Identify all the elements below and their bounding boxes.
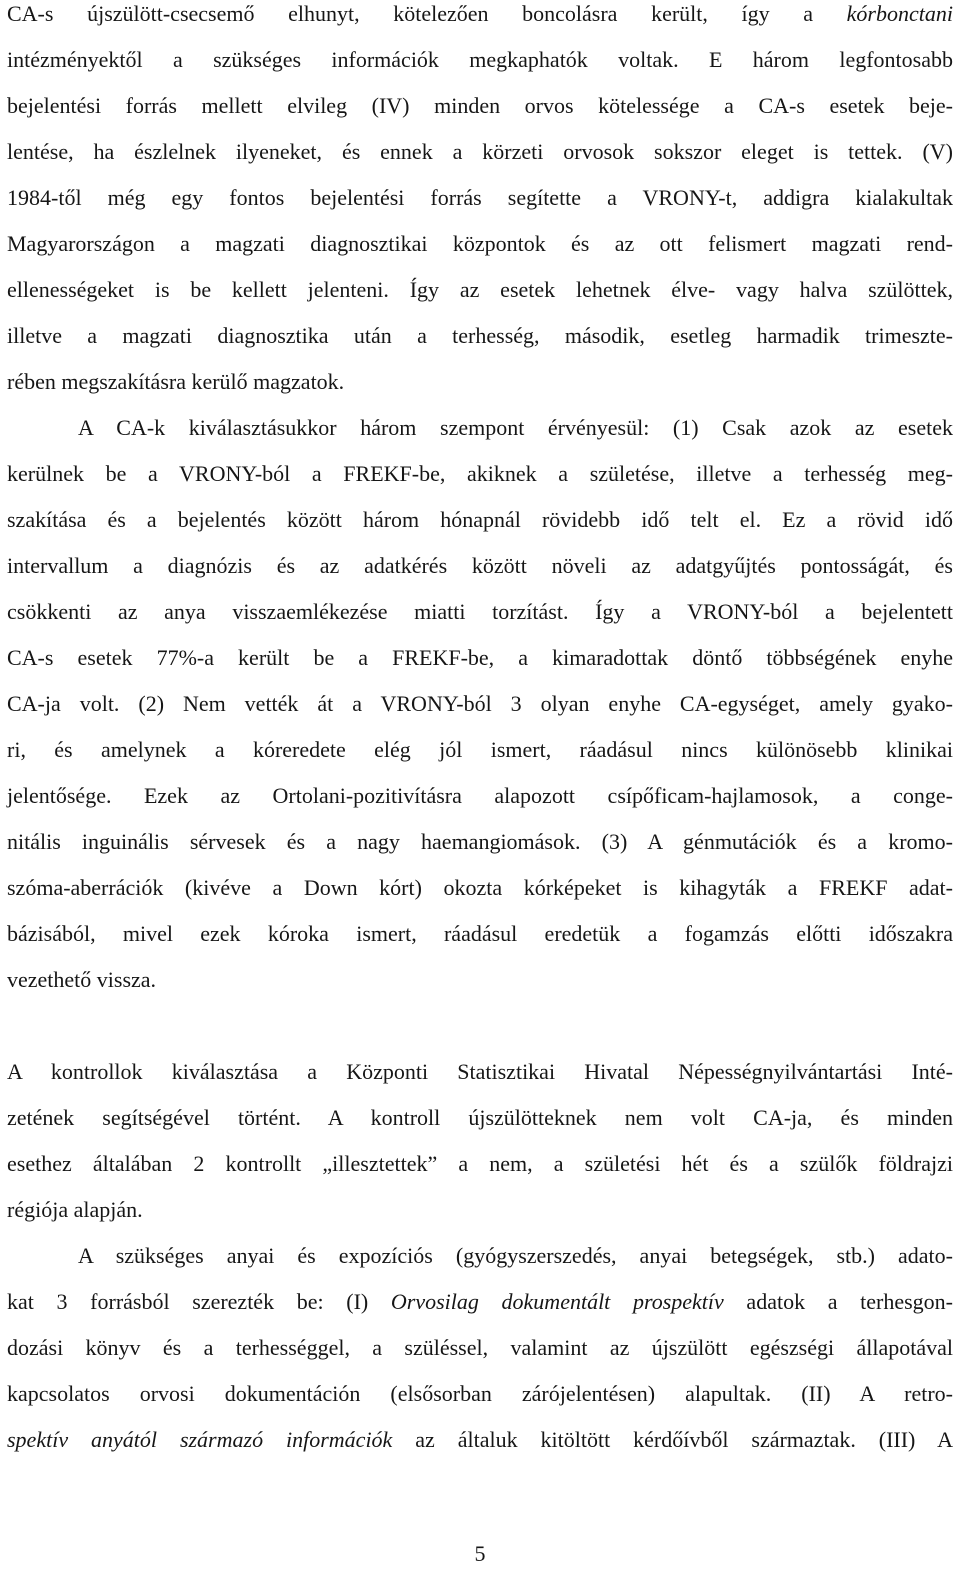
text-span: ri, és amelynek a kóreredete elég jól ismert, ráadásul nincs különösebb klinikai (7, 737, 953, 762)
text-span: kerülnek be a VRONY-ból a FREKF-be, akiknek a születése, illetve a terhesség meg- (7, 461, 953, 486)
text-line (7, 0, 953, 28)
text-line (7, 1104, 953, 1132)
text-line (7, 782, 953, 810)
text-line (7, 1426, 953, 1454)
text-line (7, 460, 953, 488)
text-line (7, 1334, 953, 1362)
italic-text: spektív anyától származó információk (7, 1427, 393, 1452)
italic-text: Orvosilag dokumentált prospektív (390, 1289, 724, 1314)
text-span: az általuk kitöltött kérdőívből származtak. (III) A (392, 1427, 953, 1452)
text-span: A CA-k kiválasztásukkor három szempont érvényesül: (1) Csak azok az esetek (78, 415, 953, 440)
text-line (7, 230, 953, 258)
text-span: intézményektől a szükséges információk megkaphatók voltak. E három legfontosabb (7, 47, 953, 72)
text-line (7, 1196, 953, 1224)
text-span: szóma-aberrációk (kivéve a Down kórt) okozta kórképeket is kihagyták a FREKF adat- (7, 875, 953, 900)
text-line (7, 736, 953, 764)
text-span: bázisából, mivel ezek kóroka ismert, ráadásul eredetük a fogamzás előtti időszakra (7, 921, 953, 946)
text-span: CA-ja volt. (2) Nem vették át a VRONY-ból 3 olyan enyhe CA-egységet, amely gyako- (7, 691, 953, 716)
text-line (7, 920, 953, 948)
text-span: dozási könyv és a terhességgel, a szüléssel, valamint az újszülött egészségi állapotával (7, 1335, 953, 1360)
text-line (7, 644, 953, 672)
text-line (7, 966, 953, 994)
text-line (7, 690, 953, 718)
text-span: A kontrollok kiválasztása a Központi Statisztikai Hivatal Népességnyilvántartási Inté- (7, 1059, 953, 1084)
text-line (78, 1242, 953, 1270)
text-span: kat 3 forrásból szerezték be: (I) (7, 1289, 391, 1314)
text-span: vezethető vissza. (7, 967, 157, 992)
text-line (7, 874, 953, 902)
text-line (7, 1150, 953, 1178)
text-span: csökkenti az anya visszaemlékezése miatti torzítást. Így a VRONY-ból a bejelentett (7, 599, 953, 624)
italic-text: kórbonctani (846, 1, 953, 26)
text-line (7, 1288, 953, 1316)
text-line (7, 46, 953, 74)
text-span: rében megszakításra kerülő magzatok. (7, 369, 345, 394)
text-line (7, 1380, 953, 1408)
text-line (7, 184, 953, 212)
text-span: illetve a magzati diagnosztika után a terhesség, második, esetleg harmadik trimeszte- (7, 323, 953, 348)
text-line (7, 828, 953, 856)
text-span: régiója alapján. (7, 1197, 143, 1222)
text-span: 1984-től még egy fontos bejelentési forrás segítette a VRONY-t, addigra kialakultak (7, 185, 953, 210)
text-span: ellenességeket is be kellett jelenteni. Így az esetek lehetnek élve- vagy halva szülöttek, (7, 277, 953, 302)
text-span: szakítása és a bejelentés között három hónapnál rövidebb idő telt el. Ez a rövid idő (7, 507, 953, 532)
text-span: bejelentési forrás mellett elvileg (IV) minden orvos kötelessége a CA-s esetek beje- (7, 93, 953, 118)
text-line (7, 506, 953, 534)
text-span: CA-s esetek 77%-a került be a FREKF-be, a kimaradottak döntő többségének enyhe (7, 645, 953, 670)
text-line (78, 414, 953, 442)
text-line (7, 552, 953, 580)
text-line (7, 92, 953, 120)
text-span: zetének segítségével történt. A kontroll újszülötteknek nem volt CA-ja, és minden (7, 1105, 953, 1130)
text-span: Magyarországon a magzati diagnosztikai központok és az ott felismert magzati rend- (7, 231, 953, 256)
text-line (7, 322, 953, 350)
text-span: A szükséges anyai és expozíciós (gyógyszerszedés, anyai betegségek, stb.) adato- (78, 1243, 953, 1268)
text-line (7, 1058, 953, 1086)
text-span: CA-s újszülött-csecsemő elhunyt, kötelezően boncolásra került, így a (7, 1, 847, 26)
text-span: esethez általában 2 kontrollt „illesztettek” a nem, a születési hét és a szülők földrajzi (7, 1151, 953, 1176)
text-span: nitális inguinális sérvesek és a nagy haemangiomások. (3) A génmutációk és a kromo- (7, 829, 953, 854)
text-span: kapcsolatos orvosi dokumentáción (elsősorban zárójelentésen) alapultak. (II) A retro- (7, 1381, 953, 1406)
text-line (7, 138, 953, 166)
text-span: intervallum a diagnózis és az adatkérés között növeli az adatgyűjtés pontosságát, és (7, 553, 953, 578)
text-line (7, 598, 953, 626)
text-line (7, 368, 953, 396)
text-span: adatok a terhesgon- (723, 1289, 953, 1314)
text-line (7, 276, 953, 304)
page-number: 5 (474, 1541, 486, 1566)
text-span: jelentősége. Ezek az Ortolani-pozitivításra alapozott csípőficam-hajlamosok, a conge- (7, 783, 953, 808)
text-span: lentése, ha észlelnek ilyeneket, és ennek a körzeti orvosok sokszor eleget is tettek. (V) (7, 139, 953, 164)
